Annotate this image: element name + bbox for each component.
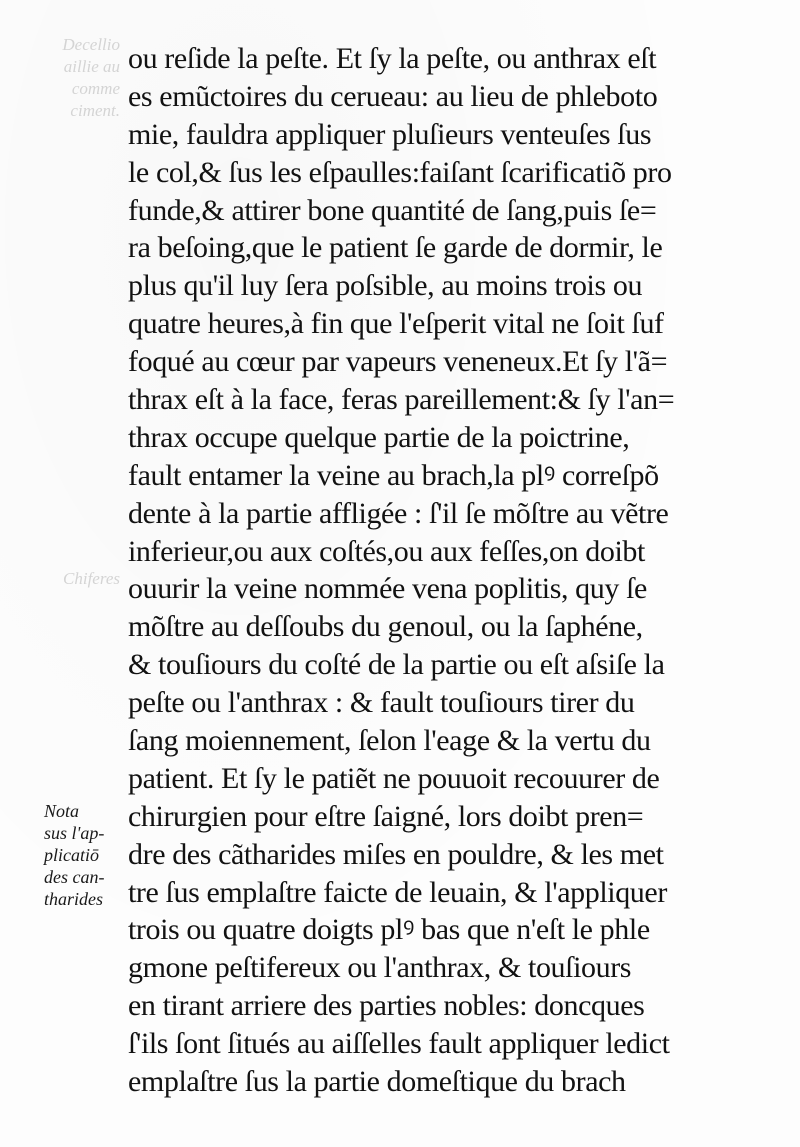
text-line: ſ'ils ſont ſitués au aiſſelles fault appliquer ledict	[128, 1027, 670, 1061]
text-line: es emũctoires du cerueau: au lieu de phleboto	[128, 79, 658, 113]
text-line: tre ſus emplaſtre faicte de leuain, & l'appliquer	[128, 875, 667, 909]
bleed-line: Chiferes	[63, 569, 120, 588]
text-line: emplaſtre ſus la partie domeſtique du brach	[128, 1065, 626, 1099]
bleed-line: Decellio	[62, 35, 120, 54]
text-line: patient. Et ſy le patiẽt ne pouuoit recouurer de	[128, 761, 660, 795]
text-line: plus qu'il luy ſera poſsible, au moins trois ou	[128, 269, 643, 303]
marginal-note	[44, 800, 126, 910]
margin-note-line: sus l'ap-	[44, 823, 105, 843]
margin-note-line: tharides	[44, 889, 104, 909]
text-line: funde,& attirer bone quantité de ſang,puis ſe=	[128, 193, 657, 227]
bleed-line: aillie au	[63, 57, 120, 76]
bleed-through-text-top	[8, 34, 120, 122]
text-line: ou reſide la peſte. Et ſy la peſte, ou anthrax eſt	[128, 42, 657, 75]
text-line: thrax occupe quelque partie de la poictrine,	[128, 420, 630, 454]
text-line: inferieur,ou aux coſtés,ou aux feſſes,on doibt	[128, 534, 645, 568]
text-line: gmone peſtifereux ou l'anthrax, & touſiours	[128, 951, 632, 985]
text-line: peſte ou l'anthrax : & fault touſiours tirer du	[128, 686, 635, 720]
margin-note-line: plicatiō	[44, 845, 99, 865]
text-line: en tirant arriere des parties nobles: doncques	[128, 989, 645, 1023]
bleed-line: ciment.	[70, 101, 120, 120]
text-line: trois ou quatre doigts plꝰ bas que n'eſt le phle	[128, 913, 650, 947]
text-line: fault entamer la veine au brach,la plꝰ correſpõ	[128, 458, 659, 492]
text-line: ouurir la veine nommée vena poplitis, quy ſe	[128, 572, 647, 606]
margin-note-line: des can-	[44, 867, 105, 887]
text-line: foqué au cœur par vapeurs veneneux.Et ſy l'ã=	[128, 345, 668, 379]
text-line: mõſtre au deſſoubs du genoul, ou la ſaphéne,	[128, 610, 643, 644]
text-line: quatre heures,à fin que l'eſperit vital ne ſoit ſuf	[128, 307, 664, 341]
text-line: dre des cãtharides miſes en pouldre, & les met	[128, 837, 664, 871]
text-line: thrax eſt à la face, feras pareillement:& ſy l'an=	[128, 383, 675, 417]
bleed-line: comme	[71, 79, 120, 98]
main-text-block	[128, 40, 778, 1101]
text-line: le col,& ſus les eſpaulles:faiſant ſcarificatiõ pro	[128, 155, 672, 189]
margin-note-line: Nota	[44, 801, 80, 821]
bleed-through-text-middle	[8, 568, 120, 590]
text-line: chirurgien pour eſtre ſaigné, lors doibt pren=	[128, 799, 644, 833]
text-line: dente à la partie affligée : ſ'il ſe mõſtre au vẽtre	[128, 496, 669, 530]
text-line: & touſiours du coſté de la partie ou eſt aſsiſe la	[128, 648, 665, 682]
text-line: ra beſoing,que le patient ſe garde de dormir, le	[128, 231, 663, 265]
text-line: mie, fauldra appliquer pluſieurs venteuſes ſus	[128, 117, 652, 151]
text-line: ſang moiennement, ſelon l'eage & la vertu du	[128, 724, 651, 758]
